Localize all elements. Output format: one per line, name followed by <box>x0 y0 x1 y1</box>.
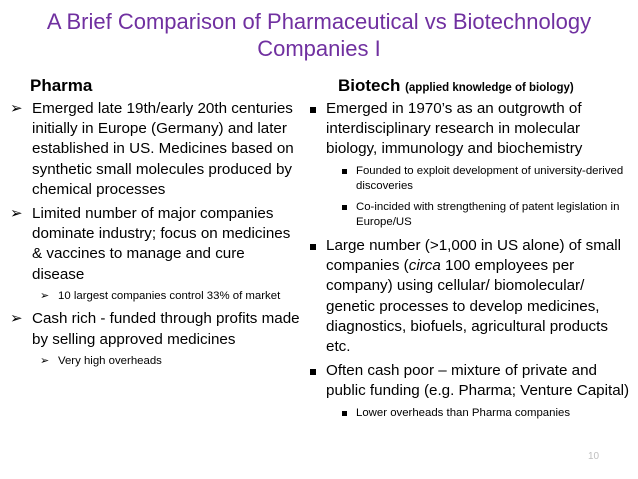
arrow-bullet-icon: ➢ <box>10 205 23 223</box>
arrow-bullet-icon: ➢ <box>40 289 50 302</box>
title-line-1: A Brief Comparison of Pharmaceutical vs Biotechnology <box>46 9 592 34</box>
square-bullet-icon <box>304 361 326 381</box>
arrow-bullet-icon: ➢ <box>40 354 50 367</box>
biotech-column <box>304 99 634 426</box>
slide-title <box>20 8 618 62</box>
list-item: ➢ Limited number of major companies dominate industry; focus on medicines & vaccines to manage and cure disease <box>10 205 291 283</box>
square-bullet-icon <box>338 200 356 216</box>
list-sub-item: Lower overheads than Pharma companies <box>338 406 634 422</box>
list-item: ➢ Emerged late 19th/early 20th centuries initially in Europe (Germany) and later established in US. Medicines based on synthetic small molecules produced by chemical processes <box>10 100 294 198</box>
biotech-heading-label: Biotech <box>338 76 401 95</box>
square-bullet-icon <box>338 164 356 180</box>
list-item: ➢ Cash rich - funded through profits made by selling approved medicines <box>10 310 300 348</box>
square-bullet-icon <box>338 406 356 422</box>
biotech-heading <box>338 76 574 98</box>
pharma-heading: Pharma <box>30 76 93 95</box>
square-bullet-icon <box>304 236 326 256</box>
biotech-heading-sub: (applied knowledge of biology) <box>405 82 574 94</box>
arrow-bullet-icon: ➢ <box>10 100 23 117</box>
list-sub-item: Founded to exploit development of university-derived discoveries <box>338 164 634 195</box>
list-item: Often cash poor – mixture of private and public funding (e.g. Pharma; Venture Capital) <box>304 361 634 401</box>
arrow-bullet-icon: ➢ <box>10 310 23 328</box>
list-sub-item: ➢ 10 largest companies control 33% of market <box>40 289 300 305</box>
square-bullet-icon <box>304 99 326 119</box>
list-item: Large number (>1,000 in US alone) of small companies (circa 100 employees per company) using cellular/ biomolecular/ genetic processes to develop medicines, diagnostics, biofuels, agricultural products etc. <box>304 236 634 357</box>
pharma-column <box>10 99 300 374</box>
list-item: Emerged in 1970’s as an outgrowth of interdisciplinary research in molecular biology, immunology and biochemistry <box>304 99 634 160</box>
list-sub-item: Co-incided with strengthening of patent legislation in Europe/US <box>338 200 634 231</box>
list-sub-item: ➢ Very high overheads <box>40 354 300 370</box>
title-line-2: Companies I <box>257 36 381 61</box>
page-number: 10 <box>588 451 600 462</box>
